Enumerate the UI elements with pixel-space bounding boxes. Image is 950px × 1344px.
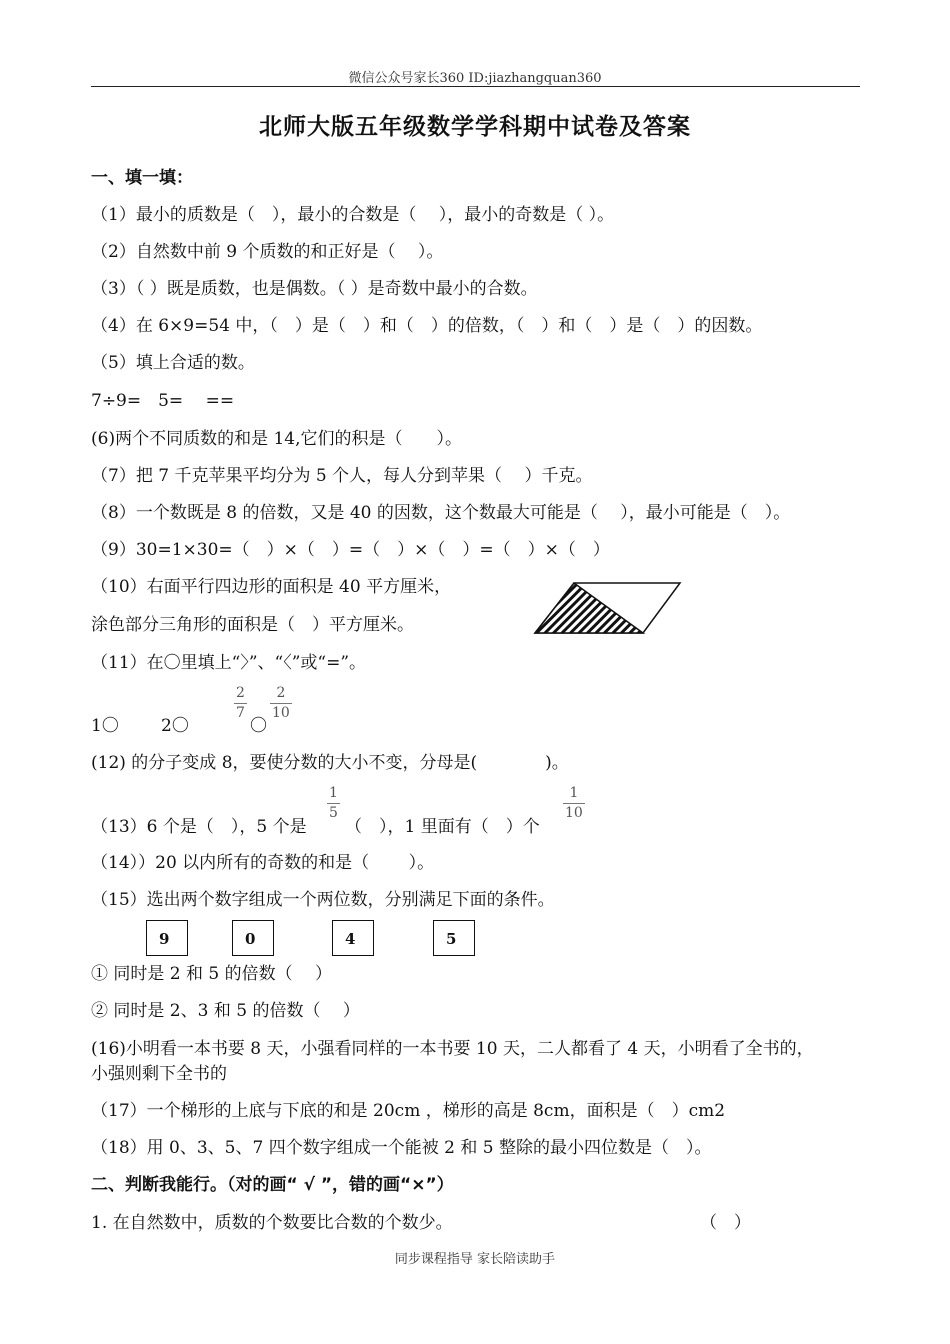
fraction-denominator: 5 — [329, 805, 338, 821]
question-15-condition-2: ② 同时是 2、3 和 5 的倍数（ ） — [91, 1001, 360, 1021]
question-10-line-a: （10）右面平行四边形的面积是 40 平方厘米， — [91, 577, 452, 597]
question-17: （17）一个梯形的上底与下底的和是 20cm ，梯形的高是 8cm，面积是（ ）cm2 — [91, 1101, 726, 1121]
question-6: (6)两个不同质数的和是 14,它们的积是（ ）。 — [91, 429, 463, 449]
fraction-numerator: 1 — [329, 785, 338, 801]
fraction-numerator: 2 — [276, 685, 286, 701]
question-11-compare-b: 2〇 — [161, 716, 189, 736]
question-7: （7）把 7 千克苹果平均分为 5 个人，每人分到苹果（ ）千克。 — [91, 466, 593, 486]
judge-item-1-answer: （ ） — [700, 1213, 751, 1233]
question-11-compare-a: 1〇 — [91, 716, 119, 736]
question-2: （2）自然数中前 9 个质数的和正好是（ ）。 — [91, 242, 444, 262]
compare-circle: 〇 — [250, 716, 267, 736]
question-4: （4）在 6×9=54 中，（ ）是（ ）和（ ）的倍数，（ ）和（ ）是（ ）的因数。 — [91, 316, 763, 336]
fraction-numerator: 1 — [569, 785, 579, 801]
fraction-denominator: 10 — [565, 805, 583, 821]
question-5: （5）填上合适的数。 — [91, 353, 255, 373]
digit-card: 0 — [232, 920, 274, 956]
question-14: （14））20 以内所有的奇数的和是（ ）。 — [91, 853, 435, 873]
question-15: （15）选出两个数字组成一个两位数，分别满足下面的条件。 — [91, 890, 555, 910]
question-10-line-b: 涂色部分三角形的面积是（ ）平方厘米。 — [91, 615, 414, 635]
question-18: （18）用 0、3、5、7 四个数字组成一个能被 2 和 5 整除的最小四位数是（ ）。 — [91, 1138, 712, 1158]
header-rule — [91, 86, 860, 87]
question-13-part-b: （ ），1 里面有（ ）个 — [345, 817, 540, 837]
fraction-denominator: 7 — [236, 705, 245, 721]
digit-card: 4 — [332, 920, 374, 956]
page-title: 北师大版五年级数学学科期中试卷及答案 — [259, 114, 691, 140]
question-15-condition-1: ① 同时是 2 和 5 的倍数（ ） — [91, 964, 333, 984]
question-3: （3）（ ）既是质数，也是偶数。（ ）是奇数中最小的合数。 — [91, 279, 538, 299]
question-5-line: 7÷9= 5= == — [91, 391, 235, 411]
question-13-part-a: （13）6 个是（ ），5 个是 — [91, 817, 307, 837]
question-16-line-a: (16)小明看一本书要 8 天，小强看同样的一本书要 10 天，二人都看了 4 天，小明看了全书的， — [91, 1039, 814, 1059]
fraction-denominator: 10 — [272, 705, 290, 721]
fraction-2-10 — [270, 686, 292, 720]
section1-heading: 一、填一填： — [91, 168, 193, 188]
question-12: (12) 的分子变成 8，要使分数的大小不变，分母是( )。 — [91, 753, 569, 773]
question-9: （9）30=1×30=（ ）×（ ）=（ ）×（ ）=（ ）×（ ） — [91, 540, 610, 560]
fraction-2-7 — [234, 686, 247, 720]
question-8: （8）一个数既是 8 的倍数，又是 40 的因数，这个数最大可能是（ ），最小可能是（ ）。 — [91, 503, 791, 523]
page-footer: 同步课程指导 家长陪读助手 — [394, 1252, 556, 1267]
parallelogram-figure — [530, 578, 685, 638]
digit-card: 5 — [433, 920, 475, 956]
question-11: （11）在〇里填上“〉”、“〈”或“=”。 — [91, 653, 367, 673]
question-16-line-b: 小强则剩下全书的 — [91, 1064, 227, 1084]
shaded-triangle — [535, 583, 643, 633]
fraction-1-10 — [563, 786, 585, 820]
fraction-1-5 — [327, 786, 340, 820]
digit-card: 9 — [146, 920, 188, 956]
section2-heading: 二、判断我能行。（对的画“ √ ”，错的画“×”） — [91, 1175, 454, 1195]
judge-item-1: 1. 在自然数中，质数的个数要比合数的个数少。 — [91, 1213, 453, 1233]
fraction-numerator: 2 — [236, 685, 245, 701]
question-1: （1）最小的质数是（ ），最小的合数是（ ），最小的奇数是（ ）。 — [91, 205, 615, 225]
page-header: 微信公众号家长360 ID:jiazhangquan360 — [348, 71, 602, 86]
